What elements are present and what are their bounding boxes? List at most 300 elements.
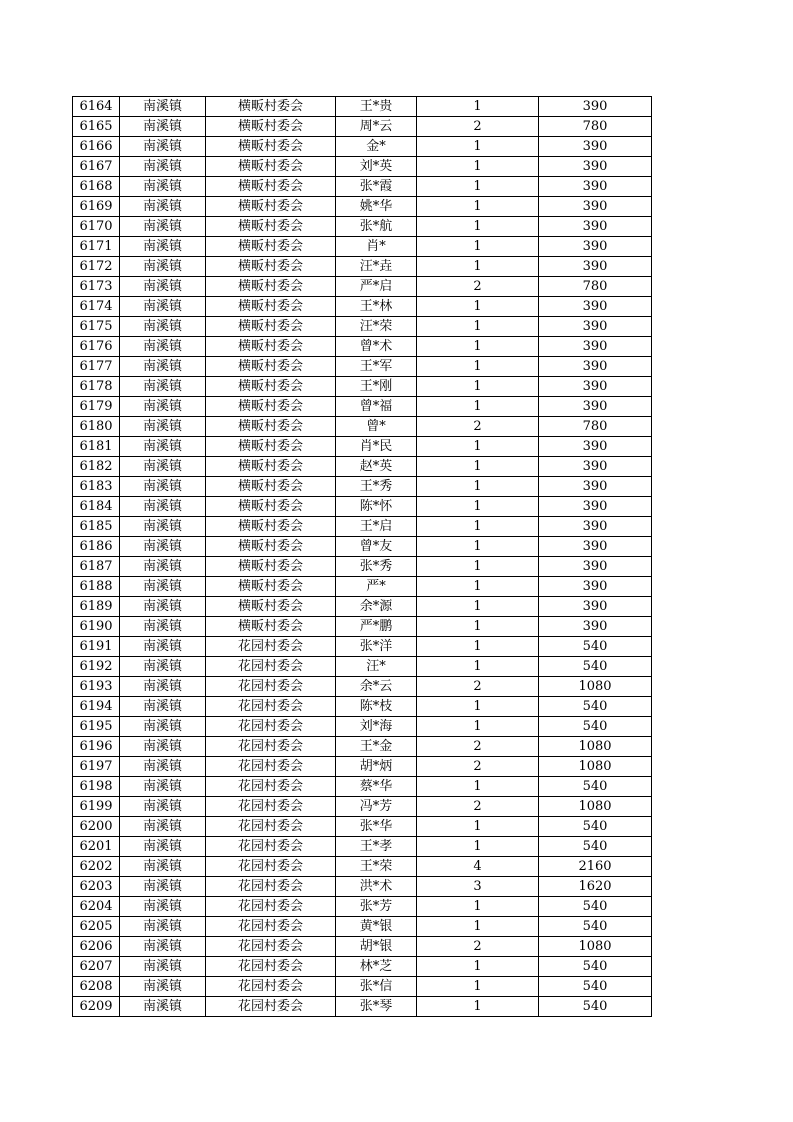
count-cell: 1 <box>417 457 539 477</box>
name-cell: 汪* <box>336 657 417 677</box>
name-cell: 刘*海 <box>336 717 417 737</box>
name-cell: 王*军 <box>336 357 417 377</box>
town-cell: 南溪镇 <box>120 977 206 997</box>
table-row <box>73 117 652 137</box>
town-cell: 南溪镇 <box>120 637 206 657</box>
name-cell: 赵*英 <box>336 457 417 477</box>
town-cell: 南溪镇 <box>120 157 206 177</box>
table-row <box>73 977 652 997</box>
count-cell: 2 <box>417 737 539 757</box>
amount-cell: 1080 <box>539 737 652 757</box>
table-row <box>73 917 652 937</box>
name-cell: 王*启 <box>336 517 417 537</box>
amount-cell: 390 <box>539 177 652 197</box>
name-cell: 严*鹏 <box>336 617 417 637</box>
village-cell: 横畈村委会 <box>206 117 336 137</box>
village-cell: 横畈村委会 <box>206 557 336 577</box>
row-number-cell: 6185 <box>73 517 120 537</box>
village-cell: 横畈村委会 <box>206 177 336 197</box>
name-cell: 张*琴 <box>336 997 417 1017</box>
count-cell: 1 <box>417 657 539 677</box>
table-row <box>73 957 652 977</box>
name-cell: 严* <box>336 577 417 597</box>
amount-cell: 390 <box>539 397 652 417</box>
village-cell: 横畈村委会 <box>206 457 336 477</box>
count-cell: 1 <box>417 837 539 857</box>
table-row <box>73 517 652 537</box>
village-cell: 花园村委会 <box>206 897 336 917</box>
amount-cell: 390 <box>539 317 652 337</box>
row-number-cell: 6183 <box>73 477 120 497</box>
count-cell: 2 <box>417 277 539 297</box>
town-cell: 南溪镇 <box>120 117 206 137</box>
amount-cell: 390 <box>539 357 652 377</box>
amount-cell: 390 <box>539 297 652 317</box>
town-cell: 南溪镇 <box>120 577 206 597</box>
town-cell: 南溪镇 <box>120 537 206 557</box>
name-cell: 王*秀 <box>336 477 417 497</box>
count-cell: 1 <box>417 637 539 657</box>
count-cell: 1 <box>417 777 539 797</box>
name-cell: 王*贵 <box>336 97 417 117</box>
amount-cell: 390 <box>539 497 652 517</box>
amount-cell: 540 <box>539 817 652 837</box>
amount-cell: 540 <box>539 897 652 917</box>
village-cell: 横畈村委会 <box>206 157 336 177</box>
name-cell: 陈*枝 <box>336 697 417 717</box>
amount-cell: 390 <box>539 557 652 577</box>
count-cell: 1 <box>417 397 539 417</box>
row-number-cell: 6188 <box>73 577 120 597</box>
amount-cell: 540 <box>539 777 652 797</box>
table-row <box>73 457 652 477</box>
village-cell: 横畈村委会 <box>206 597 336 617</box>
village-cell: 横畈村委会 <box>206 237 336 257</box>
row-number-cell: 6191 <box>73 637 120 657</box>
count-cell: 1 <box>417 217 539 237</box>
row-number-cell: 6171 <box>73 237 120 257</box>
name-cell: 严*启 <box>336 277 417 297</box>
name-cell: 王*刚 <box>336 377 417 397</box>
table-row <box>73 877 652 897</box>
town-cell: 南溪镇 <box>120 457 206 477</box>
village-cell: 花园村委会 <box>206 857 336 877</box>
table-row <box>73 817 652 837</box>
table-row <box>73 797 652 817</box>
village-cell: 横畈村委会 <box>206 537 336 557</box>
village-cell: 花园村委会 <box>206 737 336 757</box>
row-number-cell: 6166 <box>73 137 120 157</box>
count-cell: 1 <box>417 977 539 997</box>
row-number-cell: 6195 <box>73 717 120 737</box>
town-cell: 南溪镇 <box>120 217 206 237</box>
table-row <box>73 357 652 377</box>
village-cell: 花园村委会 <box>206 917 336 937</box>
row-number-cell: 6208 <box>73 977 120 997</box>
village-cell: 花园村委会 <box>206 937 336 957</box>
count-cell: 1 <box>417 897 539 917</box>
village-cell: 横畈村委会 <box>206 97 336 117</box>
name-cell: 张*华 <box>336 817 417 837</box>
table-row <box>73 157 652 177</box>
table-row <box>73 337 652 357</box>
row-number-cell: 6173 <box>73 277 120 297</box>
village-cell: 横畈村委会 <box>206 297 336 317</box>
table-row <box>73 557 652 577</box>
amount-cell: 390 <box>539 237 652 257</box>
village-cell: 横畈村委会 <box>206 397 336 417</box>
table-row <box>73 737 652 757</box>
town-cell: 南溪镇 <box>120 337 206 357</box>
name-cell: 洪*术 <box>336 877 417 897</box>
amount-cell: 390 <box>539 517 652 537</box>
table-row <box>73 597 652 617</box>
village-cell: 花园村委会 <box>206 997 336 1017</box>
name-cell: 陈*怀 <box>336 497 417 517</box>
town-cell: 南溪镇 <box>120 197 206 217</box>
count-cell: 1 <box>417 297 539 317</box>
row-number-cell: 6205 <box>73 917 120 937</box>
town-cell: 南溪镇 <box>120 237 206 257</box>
village-cell: 花园村委会 <box>206 877 336 897</box>
village-cell: 花园村委会 <box>206 777 336 797</box>
count-cell: 1 <box>417 177 539 197</box>
table-row <box>73 657 652 677</box>
name-cell: 余*源 <box>336 597 417 617</box>
name-cell: 姚*华 <box>336 197 417 217</box>
town-cell: 南溪镇 <box>120 97 206 117</box>
village-cell: 横畈村委会 <box>206 137 336 157</box>
town-cell: 南溪镇 <box>120 657 206 677</box>
table-row <box>73 537 652 557</box>
row-number-cell: 6177 <box>73 357 120 377</box>
row-number-cell: 6199 <box>73 797 120 817</box>
town-cell: 南溪镇 <box>120 277 206 297</box>
name-cell: 张*洋 <box>336 637 417 657</box>
table-row <box>73 697 652 717</box>
count-cell: 1 <box>417 197 539 217</box>
town-cell: 南溪镇 <box>120 517 206 537</box>
table-row <box>73 757 652 777</box>
town-cell: 南溪镇 <box>120 397 206 417</box>
table-row <box>73 577 652 597</box>
amount-cell: 780 <box>539 117 652 137</box>
village-cell: 横畈村委会 <box>206 277 336 297</box>
town-cell: 南溪镇 <box>120 497 206 517</box>
count-cell: 1 <box>417 317 539 337</box>
table-row <box>73 417 652 437</box>
row-number-cell: 6193 <box>73 677 120 697</box>
town-cell: 南溪镇 <box>120 557 206 577</box>
count-cell: 1 <box>417 97 539 117</box>
village-cell: 花园村委会 <box>206 677 336 697</box>
count-cell: 1 <box>417 537 539 557</box>
name-cell: 张*芳 <box>336 897 417 917</box>
amount-cell: 390 <box>539 537 652 557</box>
count-cell: 1 <box>417 477 539 497</box>
table-row <box>73 937 652 957</box>
village-cell: 花园村委会 <box>206 817 336 837</box>
amount-cell: 1080 <box>539 797 652 817</box>
amount-cell: 780 <box>539 417 652 437</box>
name-cell: 曾*术 <box>336 337 417 357</box>
village-cell: 花园村委会 <box>206 757 336 777</box>
name-cell: 曾* <box>336 417 417 437</box>
table-row <box>73 897 652 917</box>
count-cell: 2 <box>417 417 539 437</box>
name-cell: 曾*友 <box>336 537 417 557</box>
amount-cell: 2160 <box>539 857 652 877</box>
count-cell: 1 <box>417 917 539 937</box>
name-cell: 肖* <box>336 237 417 257</box>
town-cell: 南溪镇 <box>120 477 206 497</box>
amount-cell: 540 <box>539 717 652 737</box>
name-cell: 金* <box>336 137 417 157</box>
row-number-cell: 6194 <box>73 697 120 717</box>
name-cell: 汪*荣 <box>336 317 417 337</box>
village-cell: 花园村委会 <box>206 697 336 717</box>
row-number-cell: 6172 <box>73 257 120 277</box>
row-number-cell: 6201 <box>73 837 120 857</box>
row-number-cell: 6184 <box>73 497 120 517</box>
amount-cell: 1080 <box>539 757 652 777</box>
count-cell: 1 <box>417 817 539 837</box>
village-cell: 横畈村委会 <box>206 217 336 237</box>
amount-cell: 540 <box>539 957 652 977</box>
amount-cell: 390 <box>539 377 652 397</box>
amount-cell: 1080 <box>539 677 652 697</box>
amount-cell: 390 <box>539 437 652 457</box>
name-cell: 冯*芳 <box>336 797 417 817</box>
town-cell: 南溪镇 <box>120 817 206 837</box>
name-cell: 王*孝 <box>336 837 417 857</box>
town-cell: 南溪镇 <box>120 877 206 897</box>
count-cell: 1 <box>417 997 539 1017</box>
name-cell: 余*云 <box>336 677 417 697</box>
town-cell: 南溪镇 <box>120 737 206 757</box>
town-cell: 南溪镇 <box>120 177 206 197</box>
amount-cell: 390 <box>539 97 652 117</box>
table-row <box>73 277 652 297</box>
row-number-cell: 6167 <box>73 157 120 177</box>
row-number-cell: 6192 <box>73 657 120 677</box>
row-number-cell: 6190 <box>73 617 120 637</box>
row-number-cell: 6206 <box>73 937 120 957</box>
town-cell: 南溪镇 <box>120 857 206 877</box>
town-cell: 南溪镇 <box>120 717 206 737</box>
table-row <box>73 377 652 397</box>
name-cell: 王*荣 <box>336 857 417 877</box>
count-cell: 1 <box>417 257 539 277</box>
count-cell: 1 <box>417 497 539 517</box>
table-row <box>73 397 652 417</box>
town-cell: 南溪镇 <box>120 797 206 817</box>
row-number-cell: 6189 <box>73 597 120 617</box>
town-cell: 南溪镇 <box>120 957 206 977</box>
village-cell: 花园村委会 <box>206 957 336 977</box>
row-number-cell: 6207 <box>73 957 120 977</box>
amount-cell: 390 <box>539 197 652 217</box>
name-cell: 周*云 <box>336 117 417 137</box>
amount-cell: 390 <box>539 477 652 497</box>
amount-cell: 390 <box>539 157 652 177</box>
data-table <box>72 96 652 1017</box>
table-row <box>73 477 652 497</box>
name-cell: 黄*银 <box>336 917 417 937</box>
town-cell: 南溪镇 <box>120 317 206 337</box>
amount-cell: 540 <box>539 837 652 857</box>
town-cell: 南溪镇 <box>120 837 206 857</box>
name-cell: 王*林 <box>336 297 417 317</box>
table-row <box>73 317 652 337</box>
count-cell: 2 <box>417 937 539 957</box>
town-cell: 南溪镇 <box>120 697 206 717</box>
village-cell: 横畈村委会 <box>206 417 336 437</box>
count-cell: 1 <box>417 697 539 717</box>
name-cell: 林*芝 <box>336 957 417 977</box>
row-number-cell: 6204 <box>73 897 120 917</box>
row-number-cell: 6169 <box>73 197 120 217</box>
name-cell: 肖*民 <box>336 437 417 457</box>
table-body <box>73 97 652 1017</box>
table-row <box>73 217 652 237</box>
amount-cell: 390 <box>539 457 652 477</box>
count-cell: 1 <box>417 337 539 357</box>
row-number-cell: 6170 <box>73 217 120 237</box>
count-cell: 1 <box>417 597 539 617</box>
table-row <box>73 137 652 157</box>
amount-cell: 540 <box>539 637 652 657</box>
table-row <box>73 237 652 257</box>
town-cell: 南溪镇 <box>120 937 206 957</box>
amount-cell: 540 <box>539 977 652 997</box>
count-cell: 1 <box>417 577 539 597</box>
table-row <box>73 497 652 517</box>
count-cell: 1 <box>417 957 539 977</box>
count-cell: 1 <box>417 517 539 537</box>
amount-cell: 390 <box>539 257 652 277</box>
count-cell: 1 <box>417 557 539 577</box>
village-cell: 横畈村委会 <box>206 517 336 537</box>
town-cell: 南溪镇 <box>120 257 206 277</box>
name-cell: 张*航 <box>336 217 417 237</box>
amount-cell: 390 <box>539 577 652 597</box>
count-cell: 2 <box>417 757 539 777</box>
table-row <box>73 437 652 457</box>
count-cell: 1 <box>417 617 539 637</box>
count-cell: 2 <box>417 117 539 137</box>
row-number-cell: 6203 <box>73 877 120 897</box>
row-number-cell: 6179 <box>73 397 120 417</box>
row-number-cell: 6186 <box>73 537 120 557</box>
row-number-cell: 6176 <box>73 337 120 357</box>
town-cell: 南溪镇 <box>120 917 206 937</box>
count-cell: 1 <box>417 157 539 177</box>
village-cell: 横畈村委会 <box>206 197 336 217</box>
amount-cell: 390 <box>539 217 652 237</box>
row-number-cell: 6175 <box>73 317 120 337</box>
table-row <box>73 717 652 737</box>
village-cell: 横畈村委会 <box>206 497 336 517</box>
row-number-cell: 6182 <box>73 457 120 477</box>
table-row <box>73 637 652 657</box>
name-cell: 王*金 <box>336 737 417 757</box>
name-cell: 胡*炳 <box>336 757 417 777</box>
amount-cell: 390 <box>539 597 652 617</box>
amount-cell: 390 <box>539 137 652 157</box>
amount-cell: 540 <box>539 697 652 717</box>
table-row <box>73 97 652 117</box>
village-cell: 横畈村委会 <box>206 317 336 337</box>
village-cell: 花园村委会 <box>206 637 336 657</box>
amount-cell: 1620 <box>539 877 652 897</box>
village-cell: 横畈村委会 <box>206 437 336 457</box>
amount-cell: 390 <box>539 617 652 637</box>
name-cell: 张*秀 <box>336 557 417 577</box>
count-cell: 1 <box>417 717 539 737</box>
town-cell: 南溪镇 <box>120 417 206 437</box>
village-cell: 横畈村委会 <box>206 577 336 597</box>
town-cell: 南溪镇 <box>120 777 206 797</box>
town-cell: 南溪镇 <box>120 437 206 457</box>
table-row <box>73 777 652 797</box>
village-cell: 横畈村委会 <box>206 257 336 277</box>
amount-cell: 1080 <box>539 937 652 957</box>
town-cell: 南溪镇 <box>120 377 206 397</box>
row-number-cell: 6198 <box>73 777 120 797</box>
row-number-cell: 6178 <box>73 377 120 397</box>
row-number-cell: 6187 <box>73 557 120 577</box>
village-cell: 花园村委会 <box>206 797 336 817</box>
count-cell: 2 <box>417 797 539 817</box>
count-cell: 2 <box>417 677 539 697</box>
town-cell: 南溪镇 <box>120 617 206 637</box>
name-cell: 张*霞 <box>336 177 417 197</box>
amount-cell: 540 <box>539 657 652 677</box>
name-cell: 胡*银 <box>336 937 417 957</box>
village-cell: 横畈村委会 <box>206 617 336 637</box>
table-row <box>73 177 652 197</box>
village-cell: 横畈村委会 <box>206 377 336 397</box>
town-cell: 南溪镇 <box>120 137 206 157</box>
table-row <box>73 297 652 317</box>
name-cell: 刘*英 <box>336 157 417 177</box>
amount-cell: 390 <box>539 337 652 357</box>
row-number-cell: 6196 <box>73 737 120 757</box>
row-number-cell: 6168 <box>73 177 120 197</box>
row-number-cell: 6202 <box>73 857 120 877</box>
table-row <box>73 997 652 1017</box>
village-cell: 横畈村委会 <box>206 477 336 497</box>
village-cell: 花园村委会 <box>206 717 336 737</box>
town-cell: 南溪镇 <box>120 897 206 917</box>
table-row <box>73 617 652 637</box>
count-cell: 1 <box>417 237 539 257</box>
count-cell: 1 <box>417 137 539 157</box>
row-number-cell: 6209 <box>73 997 120 1017</box>
row-number-cell: 6181 <box>73 437 120 457</box>
town-cell: 南溪镇 <box>120 357 206 377</box>
village-cell: 花园村委会 <box>206 977 336 997</box>
name-cell: 汪*垚 <box>336 257 417 277</box>
table-row <box>73 257 652 277</box>
count-cell: 1 <box>417 357 539 377</box>
row-number-cell: 6200 <box>73 817 120 837</box>
table-row <box>73 197 652 217</box>
row-number-cell: 6180 <box>73 417 120 437</box>
amount-cell: 540 <box>539 997 652 1017</box>
row-number-cell: 6197 <box>73 757 120 777</box>
